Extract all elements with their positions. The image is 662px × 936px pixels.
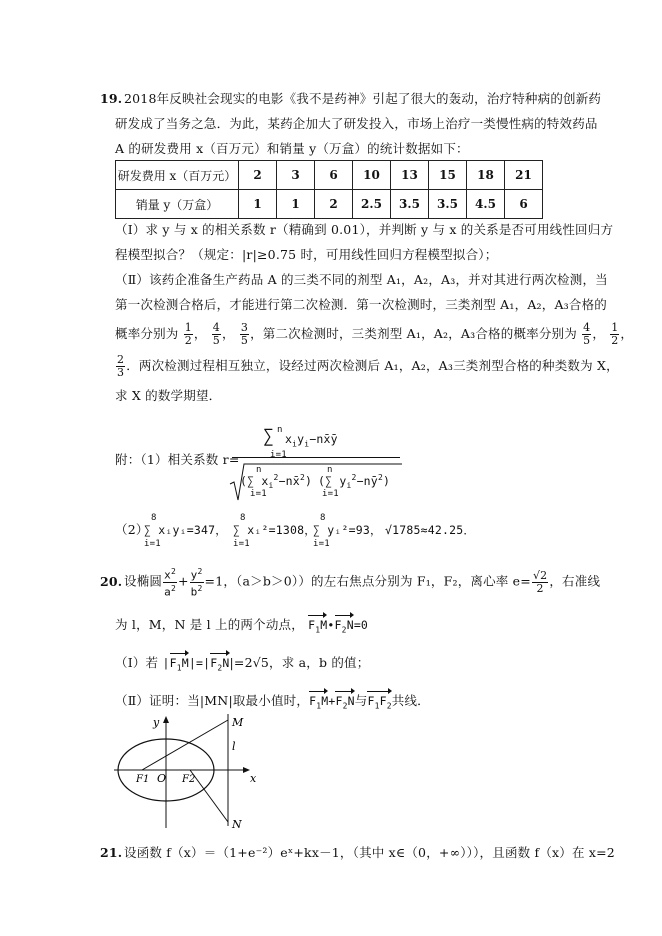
formula-denominator-y: (∑ $y_i^2-nȳ^2$) bbox=[318, 473, 391, 491]
fraction-sqrt2-2: $\frac{√2}{2}$ bbox=[532, 568, 548, 595]
ellipse-figure bbox=[110, 710, 270, 840]
sum-upper: n bbox=[277, 425, 283, 435]
table-cell: 1 bbox=[239, 190, 277, 219]
table-cell: 18 bbox=[467, 161, 505, 190]
table-cell: 13 bbox=[391, 161, 429, 190]
segment-f2n bbox=[190, 770, 228, 822]
fraction-1-2: $\frac{1}{2}$ bbox=[184, 321, 192, 347]
sum-upper: n bbox=[327, 465, 333, 475]
label-y: y bbox=[153, 716, 160, 729]
vector-abs-f1m: $|F_1M$ bbox=[162, 656, 188, 670]
sum-lower: i=1 bbox=[144, 539, 161, 549]
vector-expression: $F_1M•F_2N$ bbox=[308, 618, 354, 632]
table-cell: 3.5 bbox=[391, 190, 429, 219]
label-o: O bbox=[157, 772, 167, 785]
text: ．两次检测过程相互独立，设经过两次检测后 A₁，A₂，A₃三类剂型合格的种类数为 X， bbox=[126, 358, 619, 373]
label-n: N bbox=[232, 818, 242, 831]
text: ，第二次检测时，三类剂型 A₁，A₂，A₃合格的概率分别为 bbox=[250, 326, 577, 341]
data-sum-y2: ∑ yᵢ²=93， bbox=[313, 523, 382, 537]
sum-sign: ∑ bbox=[263, 426, 275, 447]
q19-number: 19. bbox=[100, 91, 123, 106]
x-axis-arrow bbox=[243, 767, 250, 773]
data-sqrt: √1785≈42.25． bbox=[385, 523, 476, 537]
sum-lower: i=1 bbox=[313, 539, 330, 549]
fraction-bar bbox=[232, 457, 400, 458]
fraction-y2-b2: $\frac{y^2}{b^2}$ bbox=[190, 567, 203, 599]
stats-table bbox=[115, 160, 543, 219]
q19-part2-line3: 概率分别为 $\frac{1}{2}$ ， $\frac{4}{5}$ ， $\frac{3}{5}$ ，第二次检测时，三类剂型 A₁，A₂，A₃合格的概率分别为 $\frac{4}{5}$ ， $\frac{1}{2}$ ， bbox=[115, 321, 634, 347]
table-row-label: 销量 y（万盒） bbox=[116, 190, 239, 219]
fraction-2-3: $\frac{2}{3}$ bbox=[117, 353, 125, 379]
sum-lower: i=1 bbox=[270, 450, 287, 460]
vector-f1f2: $F_1F_2$ bbox=[367, 690, 391, 714]
q19-part2-line1: （Ⅱ）该药企准备生产药品 A 的三类不同的剂型 A₁，A₂，A₃，并对其进行两次检测，当 bbox=[115, 272, 608, 287]
sum-lower: i=1 bbox=[250, 489, 267, 499]
y-axis-arrow bbox=[163, 716, 169, 723]
q19-part2-line5: 求 X 的数学期望． bbox=[115, 388, 222, 403]
text: ，右准线 bbox=[549, 573, 601, 589]
table-cell: 21 bbox=[505, 161, 543, 190]
label-x: x bbox=[250, 772, 257, 785]
q20-number: 20. bbox=[100, 574, 123, 589]
fraction-3-5: $\frac{3}{5}$ bbox=[240, 321, 249, 347]
label-l: l bbox=[232, 740, 236, 753]
data-sum-x2: ∑ xᵢ²=1308， bbox=[233, 523, 316, 537]
q19-part2-line2: 第一次检测合格后，才能进行第二次检测．第一次检测时，三类剂型 A₁，A₂，A₃合格的 bbox=[115, 297, 607, 312]
table-cell: 3.5 bbox=[429, 190, 467, 219]
sum-lower: i=1 bbox=[233, 539, 250, 549]
table-row-label: 研发费用 x（百万元） bbox=[116, 161, 239, 190]
text: （Ⅰ）若 bbox=[115, 655, 159, 670]
table-cell: 2 bbox=[239, 161, 277, 190]
fraction-4-5: $\frac{4}{5}$ bbox=[583, 321, 591, 347]
text: 为 l，M，N 是 l 上的两个动点， bbox=[115, 617, 304, 632]
q21-line1: 设函数 f（x）＝（1+e⁻²）eˣ+kx－1，（其中 x∈（0，+∞））），且函数 f（x）在 x=2 bbox=[124, 845, 615, 860]
fraction-4-5: $\frac{4}{5}$ bbox=[212, 321, 220, 347]
table-row-sales bbox=[116, 190, 543, 219]
vector-sum: $F_1M+F_2N$ bbox=[309, 694, 355, 708]
table-cell: 1 bbox=[277, 190, 315, 219]
table-row-cost bbox=[116, 161, 543, 190]
q20-line2 bbox=[115, 614, 368, 638]
data-label: （2） bbox=[115, 522, 149, 537]
q20-line1: 设椭圆 $\frac{x^2}{a^2}$ + $\frac{y^2}{b^2}$ =1，（a＞b＞0））的左右焦点分别为 F₁，F₂，离心率 e= $\frac{√2}{2}$ ，右准线 bbox=[124, 567, 601, 599]
sum-upper: 8 bbox=[320, 513, 326, 523]
table-cell: 6 bbox=[505, 190, 543, 219]
sum-upper: 8 bbox=[151, 513, 157, 523]
q19-line2: 研发成了当务之急．为此，某药企加大了研发投入，市场上治疗一类慢性病的特效药品 bbox=[115, 116, 598, 131]
q19-part1-line2: 程模型拟合？（规定：|r|≥0.75 时，可用线性回归方程模型拟合）； bbox=[115, 247, 498, 262]
q19-part1-line1: （Ⅰ）求 y 与 x 的相关系数 r（精确到 0.01），并判断 y 与 x 的关系是否可用线性回归方 bbox=[115, 222, 614, 237]
table-cell: 4.5 bbox=[467, 190, 505, 219]
q21-number: 21. bbox=[100, 845, 123, 860]
text: =1，（a＞b＞0））的左右焦点分别为 F₁，F₂，离心率 e= bbox=[204, 573, 531, 589]
q19-line3: A 的研发费用 x（百万元）和销量 y（万盒）的统计数据如下： bbox=[115, 141, 469, 156]
sum-lower: i=1 bbox=[322, 489, 339, 499]
appendix-label: 附：（1）相关系数 r= bbox=[115, 452, 240, 467]
text: 概率分别为 bbox=[115, 326, 179, 341]
text: （Ⅱ）证明：当|MN|取最小值时， bbox=[115, 693, 310, 708]
text: |=2√5，求 a，b 的值； bbox=[229, 655, 370, 670]
formula-numerator: $x_iy_i-nx̄ȳ$ bbox=[285, 432, 338, 449]
label-f2: F2 bbox=[182, 774, 196, 785]
text: =0 bbox=[353, 618, 369, 632]
table-cell: 6 bbox=[315, 161, 353, 190]
fraction-1-2: $\frac{1}{2}$ bbox=[611, 321, 619, 347]
text: |=| bbox=[188, 656, 211, 670]
data-sum-xy: ∑ xᵢyᵢ=347， bbox=[144, 523, 227, 537]
label-f1: F1 bbox=[136, 774, 150, 785]
q19-part2-line4 bbox=[115, 352, 619, 380]
text: 与 bbox=[354, 693, 368, 708]
q20-part1 bbox=[115, 652, 369, 676]
fraction-x2-a2: $\frac{x^2}{a^2}$ bbox=[164, 567, 176, 599]
table-cell: 15 bbox=[429, 161, 467, 190]
table-cell: 3 bbox=[277, 161, 315, 190]
formula-denominator-x: (∑ $x_i^2-nx̄^2$) bbox=[240, 473, 313, 491]
text: 设椭圆 bbox=[124, 573, 163, 589]
text: 共线． bbox=[391, 693, 430, 708]
q19-line1: 2018年反映社会现实的电影《我不是药神》引起了很大的轰动，治疗特种病的创新药 bbox=[124, 91, 602, 106]
sum-upper: n bbox=[256, 465, 262, 475]
vector-f2n: $F_2N$ bbox=[210, 652, 229, 676]
table-cell: 2.5 bbox=[353, 190, 391, 219]
table-cell: 2 bbox=[315, 190, 353, 219]
sum-upper: 8 bbox=[240, 513, 246, 523]
label-m: M bbox=[232, 716, 244, 729]
table-cell: 10 bbox=[353, 161, 391, 190]
